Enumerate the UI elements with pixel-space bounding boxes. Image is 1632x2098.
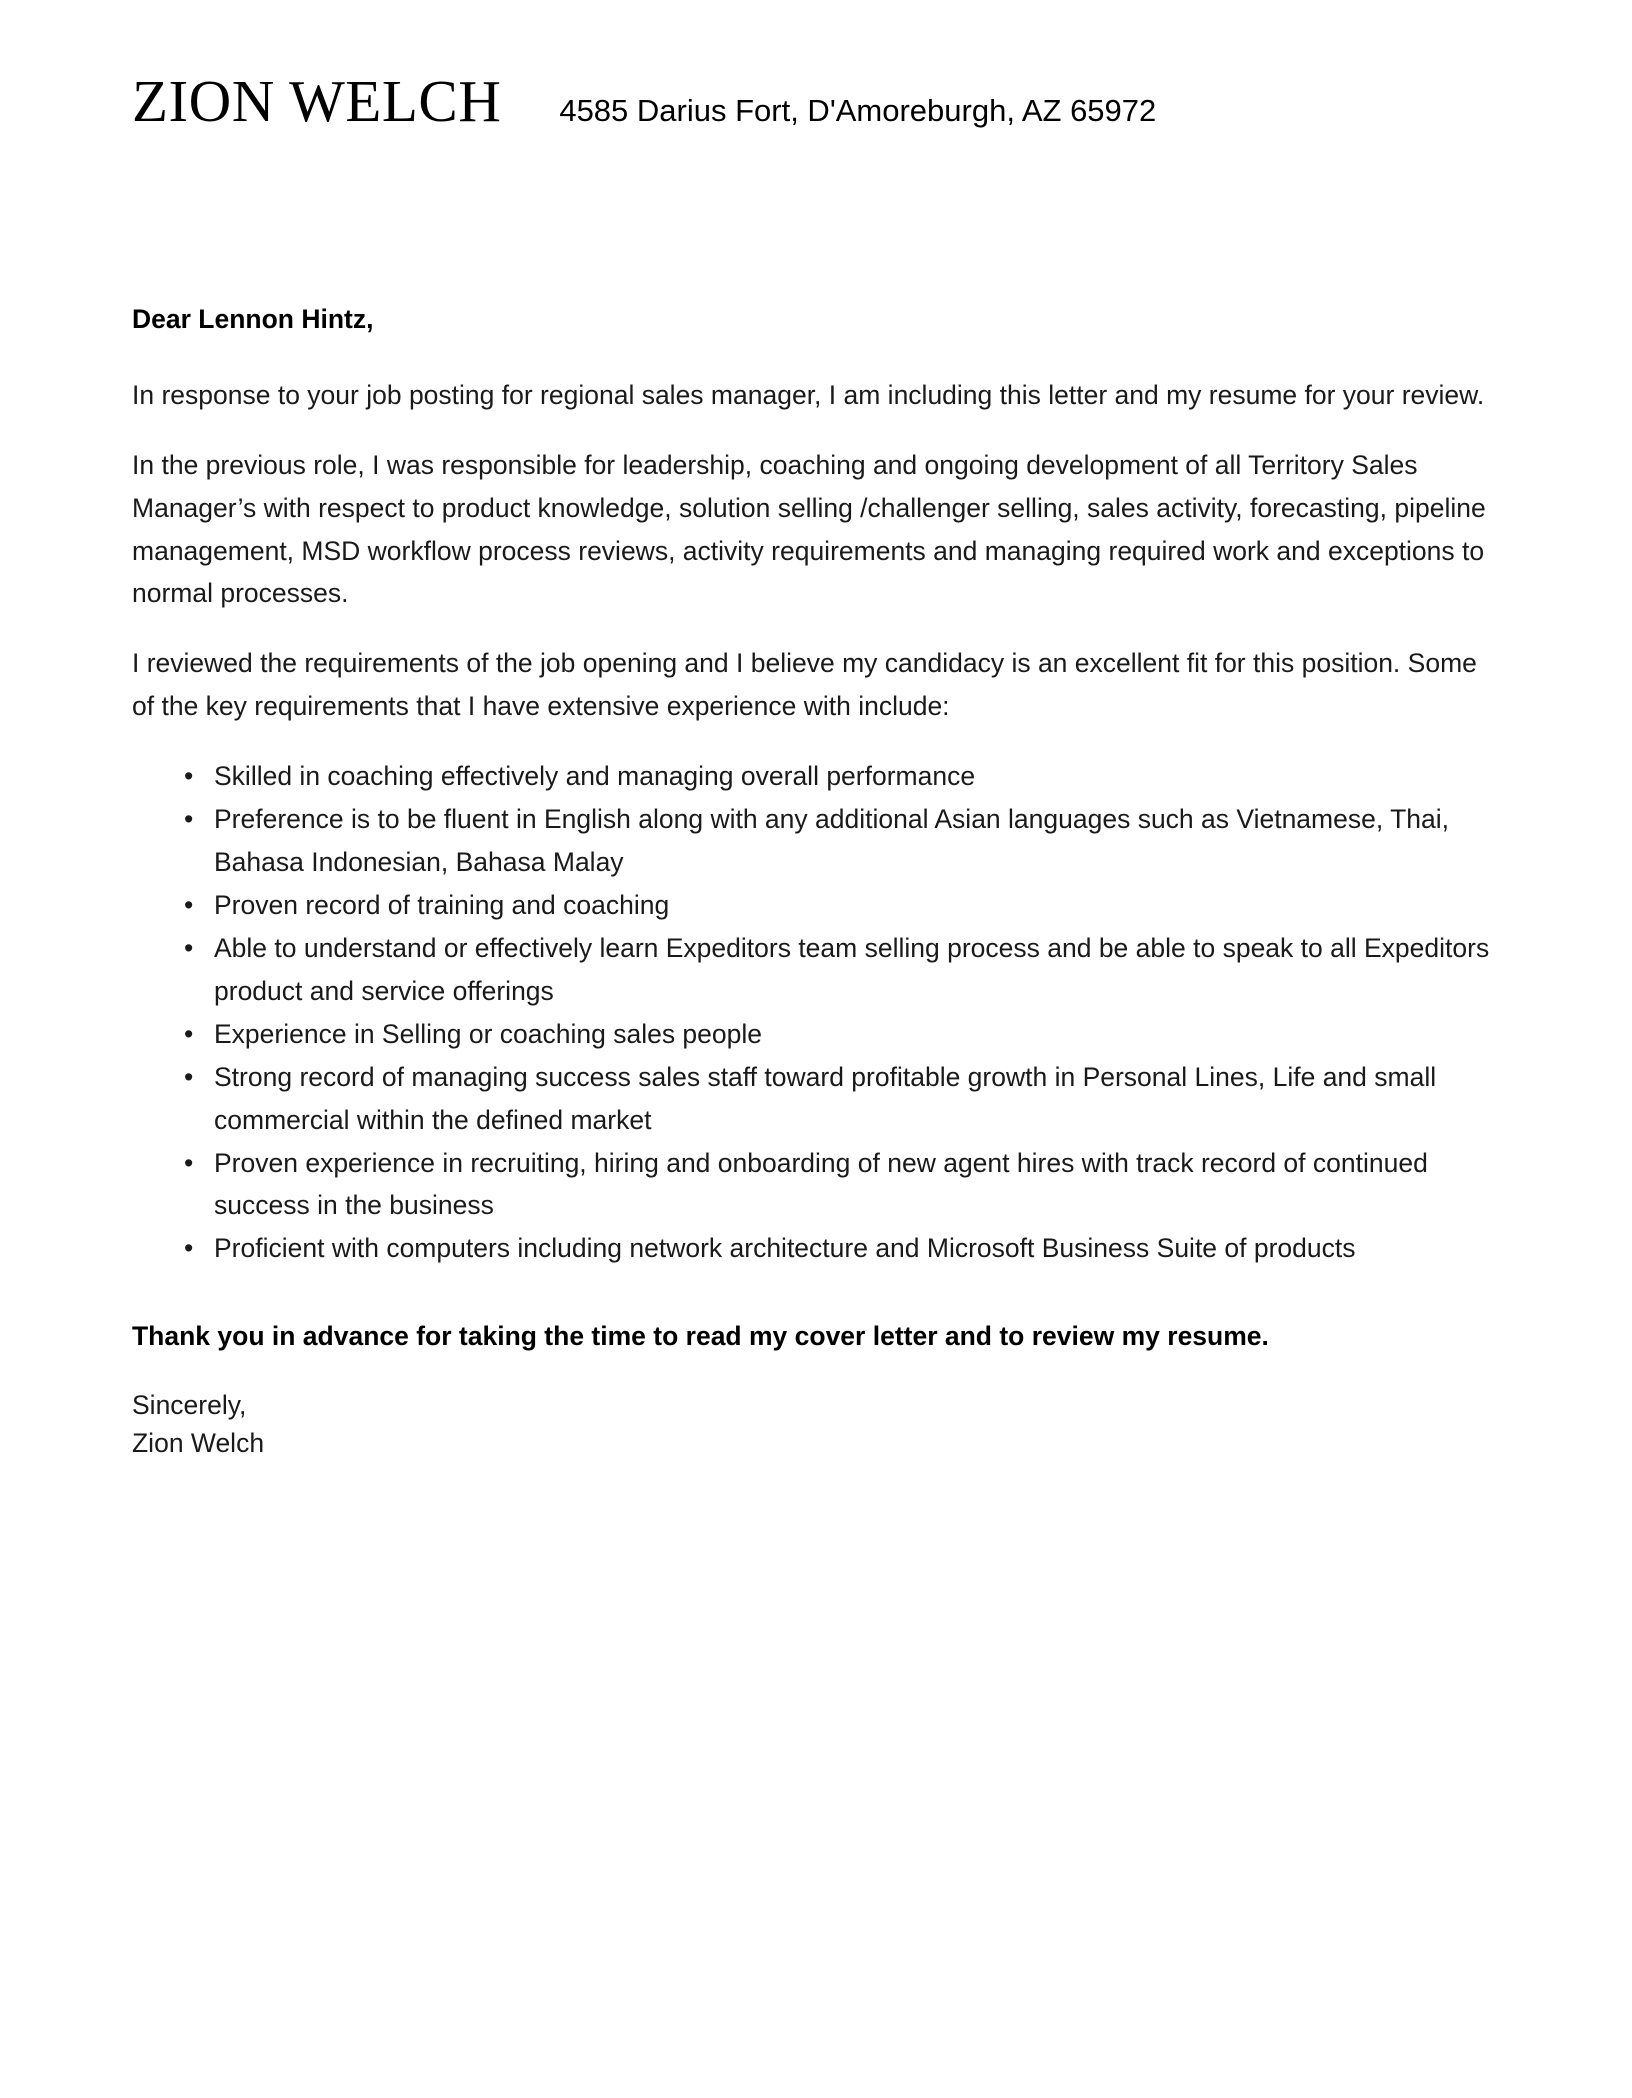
salutation: Dear Lennon Hintz, (132, 304, 374, 334)
list-item: • Proficient with computers including network architecture and Microsoft Business Suite of products (180, 1227, 1504, 1270)
list-item: • Strong record of managing success sales staff toward profitable growth in Personal Lines, Life and small commercial within the defined market (180, 1056, 1504, 1142)
list-item: • Proven experience in recruiting, hiring and onboarding of new agent hires with track record of continued success in the business (180, 1142, 1504, 1228)
requirements-list (132, 755, 1504, 1270)
candidate-name: ZION WELCH (132, 68, 502, 134)
signoff-name: Zion Welch (132, 1427, 265, 1458)
list-item: • Able to understand or effectively learn Expeditors team selling process and be able to speak to all Expeditors product and service offerings (180, 927, 1504, 1013)
qualifications-intro-paragraph: I reviewed the requirements of the job opening and I believe my candidacy is an excellent fit for this position. Some of the key requirements that I have extensive experience with include: (132, 648, 1477, 722)
intro-paragraph: In response to your job posting for regional sales manager, I am including this letter and my resume for your review. (132, 379, 1485, 410)
list-item: • Preference is to be fluent in English along with any additional Asian languages such as Vietnamese, Thai, Bahasa Indonesian, Bahasa Malay (180, 798, 1504, 884)
signoff-block (132, 1387, 1504, 1462)
letter-body (132, 300, 1504, 1462)
closing-statement: Thank you in advance for taking the time to read my cover letter and to review my resume. (132, 1321, 1269, 1352)
experience-paragraph: In the previous role, I was responsible for leadership, coaching and ongoing development of all Territory Sales Manager’s with respect to product knowledge, solution selling /challenger selling, sales activity, forecasting, pipeline management, MSD workflow process reviews, activity requirements and managing required work and exceptions to normal processes. (132, 449, 1486, 609)
letterhead (132, 68, 1500, 134)
list-item: • Skilled in coaching effectively and managing overall performance (180, 755, 1504, 798)
list-item: • Proven record of training and coaching (180, 884, 1504, 927)
list-item: • Experience in Selling or coaching sales people (180, 1013, 1504, 1056)
candidate-address: 4585 Darius Fort, D'Amoreburgh, AZ 65972 (559, 93, 1157, 128)
signoff-closing: Sincerely, (132, 1390, 247, 1421)
